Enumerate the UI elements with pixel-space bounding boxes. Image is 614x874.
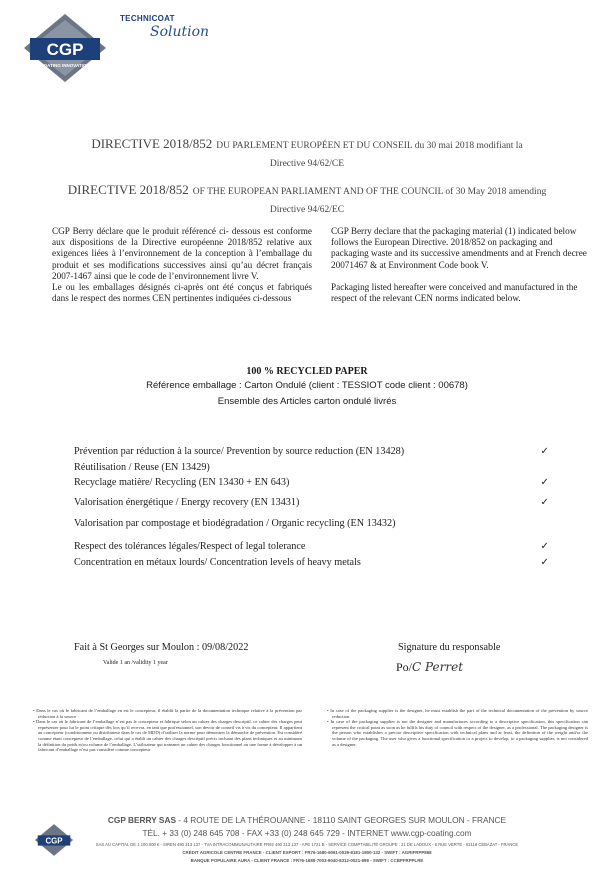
product-reference: Référence emballage : Carton Ondulé (client : TESSIOT code client : 00678) xyxy=(146,380,468,391)
company-contact: TÉL. + 33 (0) 248 645 708 - FAX +33 (0) 248 645 729 - INTERNET www.cgp-coating.com xyxy=(142,828,472,838)
technicoat-brand: TECHNICOAT xyxy=(120,14,175,23)
intro-fr xyxy=(52,226,312,304)
signature: Po/C Perret xyxy=(396,660,464,674)
intro-fr-p1: CGP Berry déclare que le produit référencé ci- dessous est conforme aux dispositions de la Directive européenne 2018/852 relative aux exigences liées à l’environnement de la conception à l’emballage du produit et ses modifications successives ainsi qu’au décret français 2007-1467 ainsi que le code de l’environnement livre V. xyxy=(52,226,312,281)
title-fr: DIRECTIVE 2018/852 DU PARLEMENT EUROPÉEN ET DU CONSEIL du 30 mai 2018 modifiant la Directive 94/62/CE xyxy=(91,136,523,169)
footnotes-en: • In case of the packaging supplier is the designer, he must establish the part of the technical documentation of the prevention by source reduction. • In case of the packaging supplier is not the designer and manufactures according to a descriptive specification, this specification can represent the critical point as soon as he fulfils his duty of council with respect of the designer, as a professional. The packaging designer is the person who establishes a precise descriptive specification with technical plans and at least, the definition of the weight and/or the volume of the packaging. The user who gives a functional specification or a project to develop, to a packaging supplier, is not considered as a designer. xyxy=(327,708,588,747)
check-icon: ✓ xyxy=(540,541,549,552)
company-logo xyxy=(22,12,108,84)
requirement-row: Valorisation énergétique / Energy recovery (EN 13431) ✓ xyxy=(74,497,549,508)
company-legal: SAS AU CAPITAL DE 1 100 000 € - SIREN 490 313 137 - TVA INTRACOMMUNAUTAIRE FR92 490 313 137 - APE 1721 B - SERVICE COMPTABILITÉ GROUPE : 21 DE LADOUX - 6 RUE VERTE - 63118 CEBAZAT - FRANCE xyxy=(95,842,519,847)
place-date: Fait à St Georges sur Moulon : 09/08/2022 xyxy=(74,642,249,653)
company-address: CGP BERRY SAS - 4 ROUTE DE LA THÉROUANNE - 18110 SAINT GEORGES SUR MOULON - FRANCE xyxy=(107,815,507,825)
check-icon: ✓ xyxy=(540,557,549,568)
company-bank-export: CRÉDIT AGRICOLE CENTRE FRANCE - CLIENT EXPORT : FR76-1680-6061-0029-8181-1800-132 - SWIFT : AGRIFRPP868 xyxy=(182,850,432,855)
title-en: DIRECTIVE 2018/852 OF THE EUROPEAN PARLIAMENT AND OF THE COUNCIL of 30 May 2018 amending Directive 94/62/EC xyxy=(67,182,547,215)
svg-text:CGP: CGP xyxy=(45,836,63,846)
product-scope: Ensemble des Articles carton ondulé livrés xyxy=(217,396,397,407)
requirement-row: Valorisation par compostage et biodégradation / Organic recycling (EN 13432) xyxy=(74,518,396,529)
intro-fr-p2: Le ou les emballages désignés ci-après ont été conçus et fabriqués dans le respect des normes CEN pertinentes indiquées ci-dessous xyxy=(52,282,312,304)
validity: Valide 1 an /validity 1 year xyxy=(103,660,168,666)
requirement-row: Prévention par réduction à la source/ Prevention by source reduction (EN 13428) ✓ xyxy=(74,446,549,457)
signature-label: Signature du responsable xyxy=(398,642,501,653)
intro-en-p1: CGP Berry declare that the packaging material (1) indicated below follows the European Directive. 2018/852 on packaging and packaging waste and its successive amendments and at French decree 20071467 & at Environment Code book V. xyxy=(331,226,587,270)
technicoat-tagline: Solution xyxy=(150,24,210,40)
check-icon: ✓ xyxy=(540,446,549,457)
requirement-row: Réutilisation / Reuse (EN 13429) xyxy=(74,462,210,473)
svg-text:COATING INNOVATION: COATING INNOVATION xyxy=(40,63,90,68)
requirement-row: Respect des tolérances légales/Respect of legal tolerance ✓ xyxy=(74,541,549,552)
intro-en-p2: Packaging listed hereafter were conceived and manufactured in the respect of the relevant CEN norms indicated below. xyxy=(331,281,578,304)
product-heading: 100 % RECYCLED PAPER xyxy=(246,366,368,377)
requirement-row: Concentration en métaux lourds/ Concentration levels of heavy metals ✓ xyxy=(74,557,549,568)
svg-text:CGP: CGP xyxy=(46,40,84,59)
check-icon: ✓ xyxy=(540,497,549,508)
footnotes-fr: • Dans le cas où le fabricant de l’emballage en est le concepteur, il établit la partie de la documentation technique relative à la prévention par réduction à la source • Dans le cas où le fabricant de l’emballage n’est pas le concepteur et fabrique selon un cahier des charges descriptif, ce cahier des charges peut représenter pour lui le point critique dès lors qu’il recevra, en tant que professionnel, son devoir de conseil vis à vis du concepteur. Il appartient au concepteur (conditionneur ou distributeur dans le cas de MDD) d’utiliser la norme pour démontrer la démarche de prévention. Est considéré comme étant concepteur de l’emballage, celui qui a établi un cahier des charges descriptif précis incluant des plans techniques et au minimum la définition du poids et/ou volume de l’emballage. L’utilisateur qui transmet un cahier des charges fonctionnel ou une forme à développer à un fabricant d’emballage n’est pas considéré comme concepteur xyxy=(33,708,303,753)
requirement-row: Recyclage matière/ Recycling (EN 13430 + EN 643) ✓ xyxy=(74,477,549,488)
check-icon: ✓ xyxy=(540,477,549,488)
company-bank-france: BANQUE POPULAIRE AURA - CLIENT FRANCE : FR76-1680-7003-9040-8312-0021-698 - SWIFT : CCBPFRPPLRE xyxy=(190,858,424,863)
intro-en xyxy=(331,226,589,304)
